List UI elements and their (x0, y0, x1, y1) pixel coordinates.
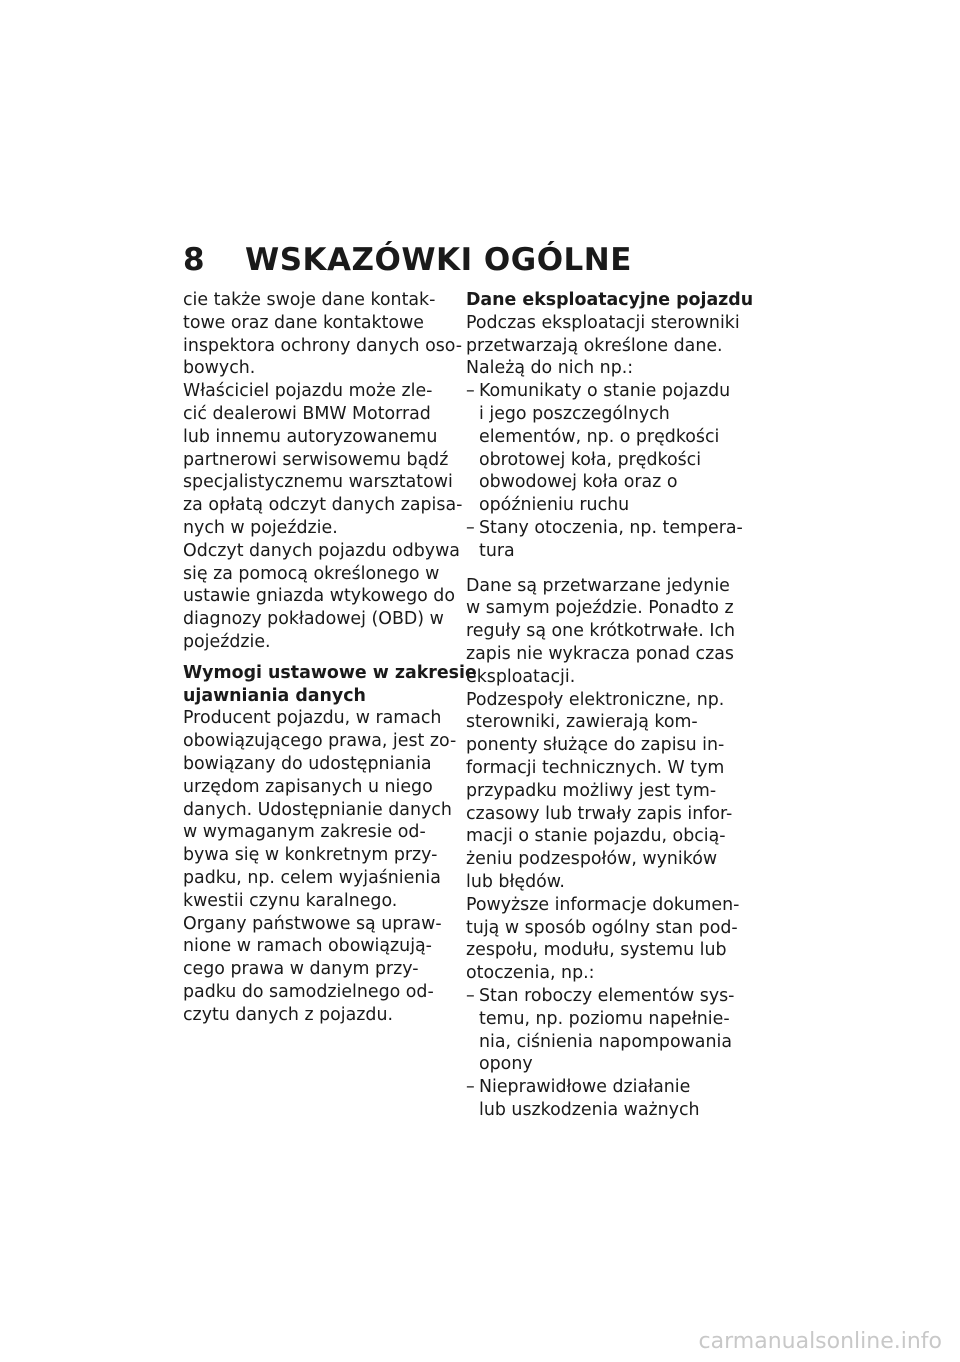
paragraph (466, 312, 746, 380)
text-line: bowiązany do udostępniania (183, 753, 432, 774)
text-line: elementów, np. o prędkości (479, 426, 720, 447)
text-line: nione w ramach obowiązują- (183, 936, 432, 957)
text-line: za opłatą odczyt danych zapisa- (183, 495, 463, 516)
text-line: otoczenia, np.: (466, 963, 595, 984)
text-line: lub błędów. (466, 871, 565, 892)
text-line: Podzespoły elektroniczne, np. (466, 689, 725, 710)
right-column (466, 289, 754, 1122)
text-line: czasowy lub trwały zapis infor- (466, 803, 733, 824)
text-line: w wymaganym zakresie od- (183, 822, 426, 843)
text-line: reguły są one krótkotrwałe. Ich (466, 621, 736, 642)
chapter-title: WSKAZÓWKI OGÓLNE (245, 242, 632, 278)
text-line: specjalistycznemu warsztatowi (183, 472, 453, 493)
text-line: padku do samodzielnego od- (183, 981, 434, 1002)
text-line: temu, np. poziomu napełnie- (479, 1008, 730, 1029)
text-line: Organy państwowe są upraw- (183, 913, 442, 934)
text-line: lub innemu autoryzowanemu (183, 426, 438, 447)
bullet-dash: – (466, 985, 475, 1006)
text-line: cego prawa w danym przy- (183, 959, 419, 980)
text-line: macji o stanie pojazdu, obcią- (466, 826, 726, 847)
text-line: tują w sposób ogólny stan pod- (466, 917, 738, 938)
text-line: sterowniki, zawierają kom- (466, 712, 698, 733)
text-line: bowych. (183, 358, 256, 379)
text-line: Powyższe informacje dokumen- (466, 894, 740, 915)
text-line: kwestii czynu karalnego. (183, 890, 398, 911)
bullet-item (466, 985, 746, 1076)
text-line: żeniu podzespołów, wyników (466, 849, 718, 870)
bullet-dash: – (466, 517, 475, 538)
text-line: Producent pojazdu, w ramach (183, 708, 442, 729)
text-line: obowiązującego prawa, jest zo- (183, 731, 457, 752)
text-line: przetwarzają określone dane. (466, 335, 723, 356)
text-line: Właściciel pojazdu może zle- (183, 381, 433, 402)
bullet-item (466, 517, 746, 563)
text-line: – Stan roboczy elementów sys- (466, 985, 735, 1006)
paragraph (466, 575, 746, 985)
text-line: zapis nie wykracza ponad czas (466, 643, 734, 664)
text-line: się za pomocą określonego w (183, 563, 440, 584)
left-column (183, 289, 477, 1027)
text-line: – Nieprawidłowe działanie (466, 1077, 691, 1098)
text-line: pojeździe. (183, 631, 271, 652)
text-line: obwodowej koła oraz o (479, 472, 678, 493)
text-line: eksploatacji. (466, 666, 576, 687)
text-line: w samym pojeździe. Ponadto z (466, 598, 734, 619)
section-heading (183, 662, 477, 708)
text-line: i jego poszczególnych (479, 403, 670, 424)
text-line: ponenty służące do zapisu in- (466, 735, 725, 756)
bullet-item (466, 380, 746, 517)
text-line: – Stany otoczenia, np. tempera- (466, 517, 743, 538)
text-line: zespołu, modułu, systemu lub (466, 940, 727, 961)
text-line: opóźnieniu ruchu (479, 495, 630, 516)
text-line: towe oraz dane kontaktowe (183, 312, 424, 333)
watermark: carmanualsonline.info (698, 1329, 942, 1354)
text-line: opony (479, 1054, 533, 1075)
text-line: diagnozy pokładowej (OBD) w (183, 609, 444, 630)
text-line: ujawniania danych (183, 685, 366, 706)
text-line: ustawie gniazda wtykowego do (183, 586, 455, 607)
bullet-dash: – (466, 381, 475, 402)
text-line: padku, np. celem wyjaśnienia (183, 867, 441, 888)
text-line: cie także swoje dane kontak- (183, 290, 436, 310)
text-line: bywa się w konkretnym przy- (183, 845, 438, 866)
bullet-dash: – (466, 1077, 475, 1098)
text-line: Wymogi ustawowe w zakresie (183, 662, 477, 683)
text-line: Podczas eksploatacji sterowniki (466, 312, 740, 333)
text-line: nych w pojeździe. (183, 517, 338, 538)
bullet-item (466, 1076, 746, 1122)
text-line: obrotowej koła, prędkości (479, 449, 702, 470)
text-line: formacji technicznych. W tym (466, 757, 725, 778)
chapter-number: 8 (183, 242, 206, 278)
bullet-list (466, 380, 746, 562)
text-line: Należą do nich np.: (466, 358, 634, 379)
chapter-header (183, 240, 632, 280)
text-line: Dane są przetwarzane jedynie (466, 575, 730, 596)
text-line: Dane eksploatacyjne pojazdu (466, 290, 754, 310)
text-line: lub uszkodzenia ważnych (479, 1099, 700, 1120)
text-line: przypadku możliwy jest tym- (466, 780, 717, 801)
text-line: nia, ciśnienia napompowania (479, 1031, 732, 1052)
text-line: urzędom zapisanych u niego (183, 776, 433, 797)
text-line: Odczyt danych pojazdu odbywa (183, 540, 460, 561)
text-line: partnerowi serwisowemu bądź (183, 449, 449, 470)
paragraph (183, 707, 455, 1026)
paragraph (183, 289, 463, 654)
text-line: czytu danych z pojazdu. (183, 1004, 394, 1025)
text-line: danych. Udostępnianie danych (183, 799, 452, 820)
bullet-list (466, 985, 746, 1122)
text-line: cić dealerowi BMW Motorrad (183, 403, 431, 424)
text-line: tura (479, 540, 515, 561)
text-line: inspektora ochrony danych oso- (183, 335, 463, 356)
text-line: – Komunikaty o stanie pojazdu (466, 381, 731, 402)
section-heading (466, 289, 754, 312)
paragraph-gap (466, 563, 746, 575)
